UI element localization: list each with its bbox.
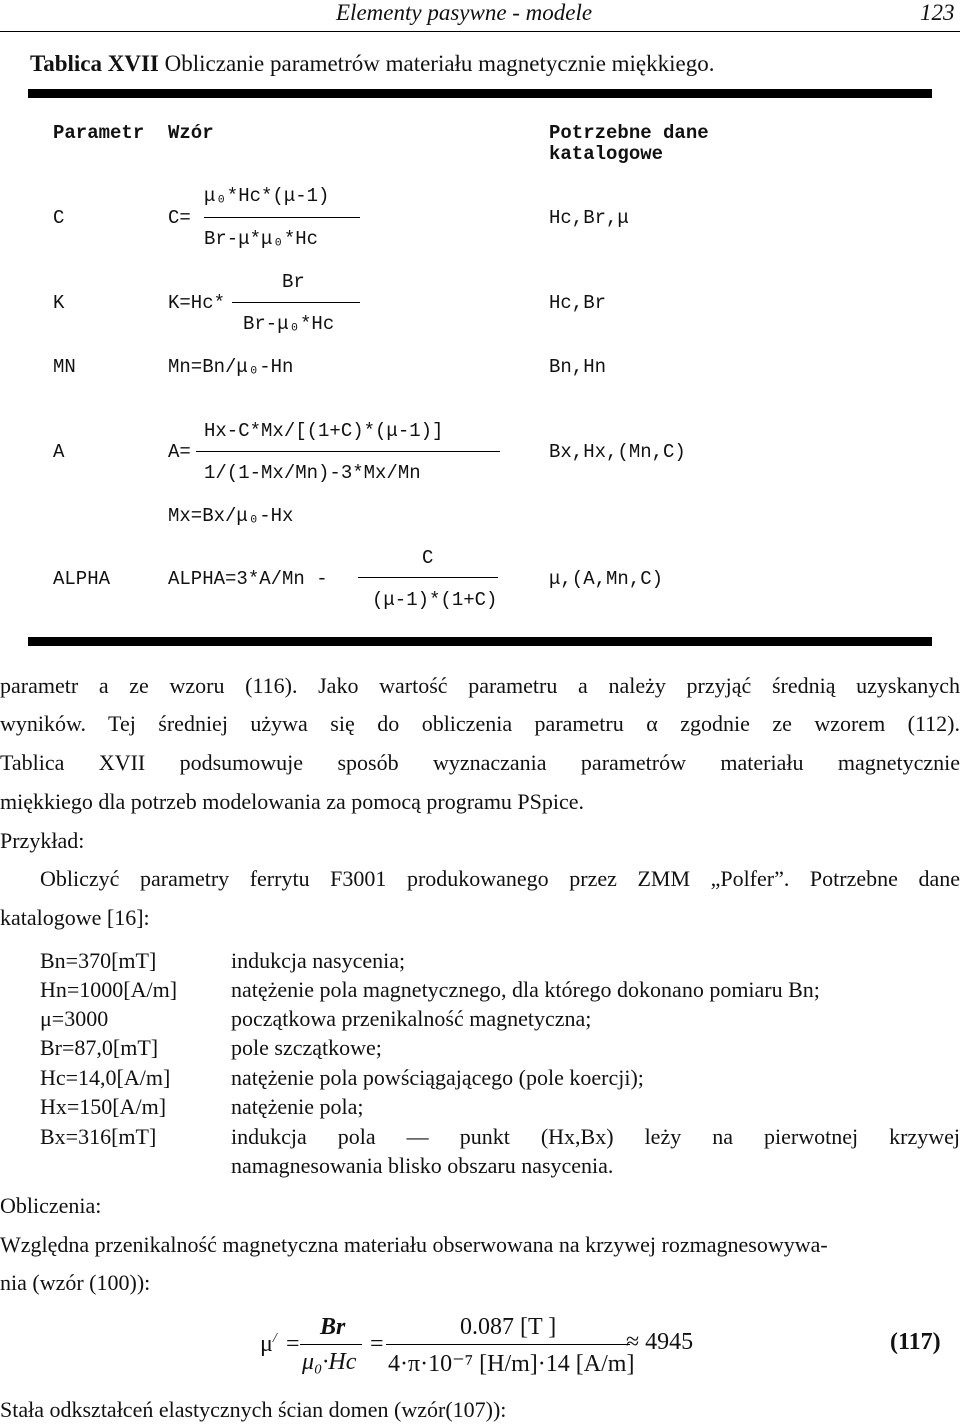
row-c-data: Hc,Br,μ [549,207,629,229]
equation-number: (117) [890,1329,941,1355]
row-c-fraction-bar [204,217,360,218]
col-header-data-line2: katalogowe [549,143,664,165]
param-name-bn: Bn=370[mT] [40,948,157,973]
row-c-param: C [53,207,65,229]
col-header-param: Parametr [53,122,145,144]
row-alpha-lhs: ALPHA=3*A/Mn - [168,568,328,590]
param-name-hc: Hc=14,0[A/m] [40,1065,171,1090]
param-name-br: Br=87,0[mT] [40,1035,159,1060]
relative-permeability-line-2: nia (wzór (100)): [0,1270,151,1295]
relative-permeability-line-1: Względna przenikalność magnetyczna materiału obserwowana na krzywej rozmagnesowywa- [0,1232,828,1257]
equation-frac2-denominator: 4·π·10⁻⁷ [H/m]·14 [A/m] [388,1351,635,1377]
row-alpha-numerator: C [422,547,434,569]
paragraph-2-line-2: miękkiego dla potrzeb modelowania za pomocą programu PSpice. [0,789,585,814]
row-k-param: K [53,292,65,314]
row-mn-data: Bn,Hn [549,356,607,378]
param-desc-br: pole szczątkowe; [231,1035,382,1060]
equation-frac1-bar [300,1344,362,1345]
param-desc-mu: początkowa przenikalność magnetyczna; [231,1006,592,1031]
example-label: Przykład: [0,828,85,853]
equation-frac2-bar [386,1344,630,1345]
table-caption-label: Tablica XVII [30,51,159,76]
param-name-hn: Hn=1000[A/m] [40,977,178,1002]
table-top-rule [28,89,932,98]
equation-mu-symbol: μ [260,1331,273,1357]
equation-equals-1: = [286,1331,300,1357]
row-alpha-param: ALPHA [53,568,111,590]
row-k-lhs: K=Hc* [168,292,226,314]
col-header-data-line1: Potrzebne dane [549,122,709,144]
row-alpha-fraction-bar [358,577,498,578]
header-rule [0,31,960,32]
row-a-aux-formula: Mx=Bx/μ₀-Hx [168,505,294,527]
param-name-bx: Bx=316[mT] [40,1124,157,1149]
row-k-numerator: Br [282,271,305,293]
page-number: 123 [920,0,955,25]
table-caption-text: Obliczanie parametrów materiału magnetycznie miękkiego. [164,51,715,76]
table-caption [30,51,714,77]
example-line-1: Obliczyć parametry ferrytu F3001 produkowanego przez ZMM „Polfer”. Potrzebne dane [40,866,960,891]
param-desc-hx: natężenie pola; [231,1094,364,1119]
row-a-param: A [53,441,65,463]
param-desc-hn: natężenie pola magnetycznego, dla którego dokonano pomiaru Bn; [231,977,820,1002]
row-a-fraction-bar [196,451,500,452]
equation-equals-2: = [370,1331,384,1357]
paragraph-1-line-2: wyników. Tej średniej używa się do obliczenia parametru α zgodnie ze wzorem (112). [0,711,960,736]
row-mn-param: MN [53,356,76,378]
row-c-lhs: C= [168,207,191,229]
equation-frac1-numerator: Br [320,1314,346,1340]
row-c-denominator: Br-μ*μ₀*Hc [204,228,319,250]
row-c-numerator: μ₀*Hc*(μ-1) [204,185,330,207]
row-a-data: Bx,Hx,(Mn,C) [549,441,686,463]
equation-lhs [260,1331,277,1358]
example-line-2: katalogowe [16]: [0,905,150,930]
row-a-denominator: 1/(1-Mx/Mn)-3*Mx/Mn [204,462,421,484]
row-k-denominator: Br-μ₀*Hc [243,313,335,335]
equation-frac1-denominator: μ₀·Hc [302,1349,357,1375]
row-alpha-denominator: (μ-1)*(1+C) [372,589,498,611]
calculations-label: Obliczenia: [0,1193,102,1218]
row-k-fraction-bar [232,302,360,303]
param-desc-bx: indukcja pola — punkt (Hx,Bx) leży na pierwotnej krzywej [231,1124,960,1149]
equation-prime: / [272,1331,277,1346]
col-header-formula: Wzór [168,122,214,144]
running-title: Elementy pasywne - modele [336,0,593,25]
row-mn-formula: Mn=Bn/μ₀-Hn [168,356,294,378]
elastic-constant-line: Stała odkształceń elastycznych ścian domen (wzór(107)): [0,1397,507,1422]
paragraph-2-line-1: Tablica XVII podsumowuje sposób wyznaczania parametrów materiału magnetycznie [0,750,960,775]
equation-frac2-numerator: 0.087 [T ] [460,1314,557,1340]
row-a-lhs: A= [168,441,191,463]
row-k-data: Hc,Br [549,292,607,314]
param-desc-bn: indukcja nasycenia; [231,948,406,973]
param-name-mu: μ=3000 [40,1006,109,1031]
paragraph-1-line-1: parametr a ze wzoru (116). Jako wartość parametru a należy przyjąć średnią uzyskanych [0,673,960,698]
equation-result: ≈ 4945 [626,1329,694,1355]
param-desc-hc: natężenie pola powściągającego (pole koercji); [231,1065,644,1090]
param-name-hx: Hx=150[A/m] [40,1094,167,1119]
row-alpha-data: μ,(A,Mn,C) [549,568,664,590]
row-a-numerator: Hx-C*Mx/[(1+C)*(μ-1)] [204,420,444,442]
param-desc-bx-continued: namagnesowania blisko obszaru nasycenia. [231,1153,614,1178]
table-bottom-rule [28,637,932,646]
